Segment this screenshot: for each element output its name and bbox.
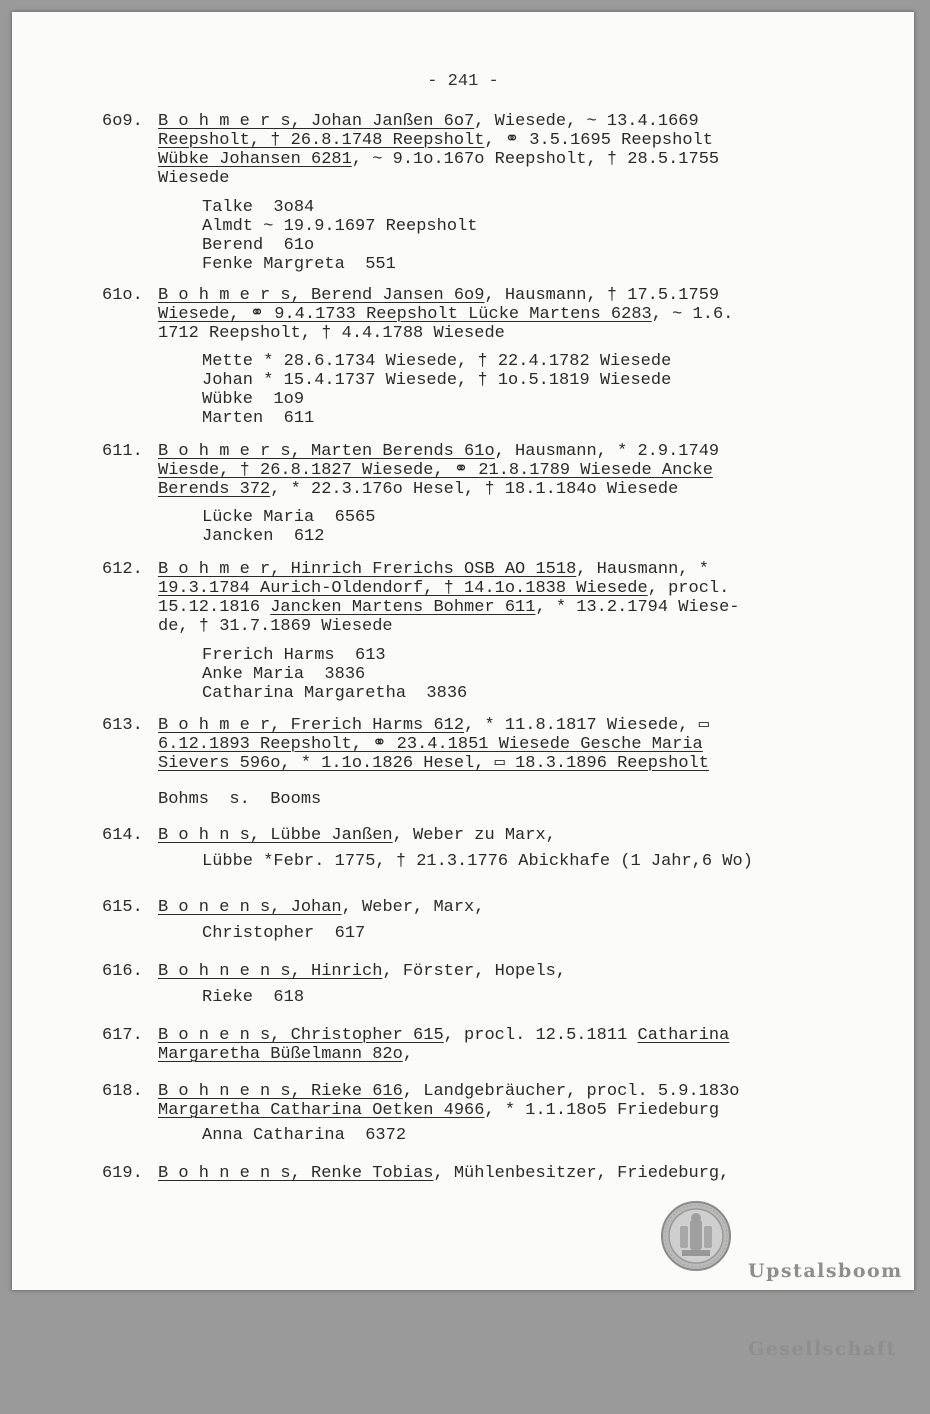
entry-number: 611. <box>102 442 143 461</box>
entry-text <box>158 898 484 917</box>
children-list <box>202 924 365 943</box>
entry-line: de, † 31.7.1869 Wiesede <box>158 617 393 636</box>
logo-line-2: Gesellschaft <box>748 1338 897 1360</box>
child-entry: Anna Catharina 6372 <box>202 1126 407 1145</box>
entry-number: 61o. <box>102 286 143 305</box>
entry-line: B o h m e r, Frerich Harms 612, * 11.8.1817 Wiesede, ▭ <box>158 716 709 735</box>
children-list <box>202 352 671 428</box>
child-entry: Rieke 618 <box>202 988 305 1007</box>
entry-number: 616. <box>102 962 143 981</box>
children-list <box>202 852 753 871</box>
entry-line: B o h m e r s, Johan Janßen 6o7, Wiesede, ~ 13.4.1669 <box>158 112 699 131</box>
children-list <box>202 1126 406 1145</box>
children-list <box>202 198 477 274</box>
entry-text <box>158 962 566 981</box>
entry-line: B o n e n s, Christopher 615, procl. 12.5.1811 Catharina <box>158 1026 730 1045</box>
entry-line: 6.12.1893 Reepsholt, ⚭ 23.4.1851 Wiesede Gesche Maria <box>158 735 703 754</box>
entry-line: Wiesede, ⚭ 9.4.1733 Reepsholt Lücke Martens 6283, ~ 1.6. <box>158 305 734 324</box>
entry-line: B o h m e r s, Marten Berends 61o, Hausmann, * 2.9.1749 <box>158 442 720 461</box>
document-page <box>12 12 914 1360</box>
entry-line: 1712 Reepsholt, † 4.4.1788 Wiesede <box>158 324 505 343</box>
entry-line: B o h n e n s, Rieke 616, Landgebräucher, procl. 5.9.183o <box>158 1082 740 1101</box>
entry-text <box>158 286 733 343</box>
entry-text <box>158 826 556 845</box>
entry-line: Berends 372, * 22.3.176o Hesel, † 18.1.184o Wiesede <box>158 480 679 499</box>
entry-text <box>158 112 719 188</box>
children-list <box>202 508 375 546</box>
entry-text <box>158 1026 729 1064</box>
entry-text <box>158 716 709 773</box>
child-entry: Berend 61o <box>202 236 315 255</box>
society-logo <box>660 1200 910 1360</box>
child-entry: Johan * 15.4.1737 Wiesede, † 1o.5.1819 Wiesede <box>202 371 672 390</box>
entry-line: Margaretha Catharina Oetken 4966, * 1.1.18o5 Friedeburg <box>158 1101 720 1120</box>
entry-line: 15.12.1816 Jancken Martens Bohmer 611, * 13.2.1794 Wiese- <box>158 598 740 617</box>
child-entry: Fenke Margreta 551 <box>202 255 396 274</box>
children-list <box>202 646 467 703</box>
entry-line: 19.3.1784 Aurich-Oldendorf, † 14.1o.1838 Wiesede, procl. <box>158 579 730 598</box>
child-entry: Christopher 617 <box>202 924 366 943</box>
child-entry: Anke Maria 3836 <box>202 665 366 684</box>
cross-reference: Bohms s. Booms <box>158 790 322 809</box>
child-entry: Wübke 1o9 <box>202 390 305 409</box>
entry-line: Margaretha Büßelmann 82o, <box>158 1045 414 1064</box>
entry-text <box>158 560 740 636</box>
children-list <box>202 988 304 1007</box>
child-entry: Jancken 612 <box>202 527 325 546</box>
entry-line: Wiesde, † 26.8.1827 Wiesede, ⚭ 21.8.1789 Wiesede Ancke <box>158 461 713 480</box>
entry-line: B o h n s, Lübbe Janßen, Weber zu Marx, <box>158 826 556 845</box>
entry-number: 618. <box>102 1082 143 1101</box>
entry-number: 614. <box>102 826 143 845</box>
entry-line: B o h n e n s, Renke Tobias, Mühlenbesitzer, Friedeburg, <box>158 1164 730 1183</box>
child-entry: Marten 611 <box>202 409 315 428</box>
child-entry: Talke 3o84 <box>202 198 315 217</box>
entry-text <box>158 1164 729 1183</box>
entry-number: 612. <box>102 560 143 579</box>
child-entry: Mette * 28.6.1734 Wiesede, † 22.4.1782 Wiesede <box>202 352 672 371</box>
child-entry: Catharina Margaretha 3836 <box>202 684 468 703</box>
child-entry: Frerich Harms 613 <box>202 646 386 665</box>
entry-number: 615. <box>102 898 143 917</box>
logo-line-1: Upstalsboom <box>748 1260 903 1282</box>
entry-number: 613. <box>102 716 143 735</box>
entry-line: Reepsholt, † 26.8.1748 Reepsholt, ⚭ 3.5.1695 Reepsholt <box>158 131 713 150</box>
entry-line: Sievers 596o, * 1.1o.1826 Hesel, ▭ 18.3.1896 Reepsholt <box>158 754 709 773</box>
page-number: - 241 - <box>427 72 499 91</box>
entry-line: B o h n e n s, Hinrich, Förster, Hopels, <box>158 962 567 981</box>
entry-line: Wiesede <box>158 169 230 188</box>
entry-text <box>158 1082 740 1120</box>
child-entry: Lübbe *Febr. 1775, † 21.3.1776 Abickhafe (1 Jahr,6 Wo) <box>202 852 753 871</box>
entry-text <box>158 442 719 499</box>
entry-line: Wübke Johansen 6281, ~ 9.1o.167o Reepsholt, † 28.5.1755 <box>158 150 720 169</box>
entry-line: B o h m e r, Hinrich Frerichs OSB AO 1518, Hausmann, * <box>158 560 709 579</box>
entry-line: B o h m e r s, Berend Jansen 6o9, Hausmann, † 17.5.1759 <box>158 286 720 305</box>
seal-emblem-icon <box>660 1200 732 1272</box>
entry-line: B o n e n s, Johan, Weber, Marx, <box>158 898 485 917</box>
entry-number: 619. <box>102 1164 143 1183</box>
child-entry: Almdt ~ 19.9.1697 Reepsholt <box>202 217 478 236</box>
entry-number: 6o9. <box>102 112 143 131</box>
child-entry: Lücke Maria 6565 <box>202 508 376 527</box>
entry-number: 617. <box>102 1026 143 1045</box>
